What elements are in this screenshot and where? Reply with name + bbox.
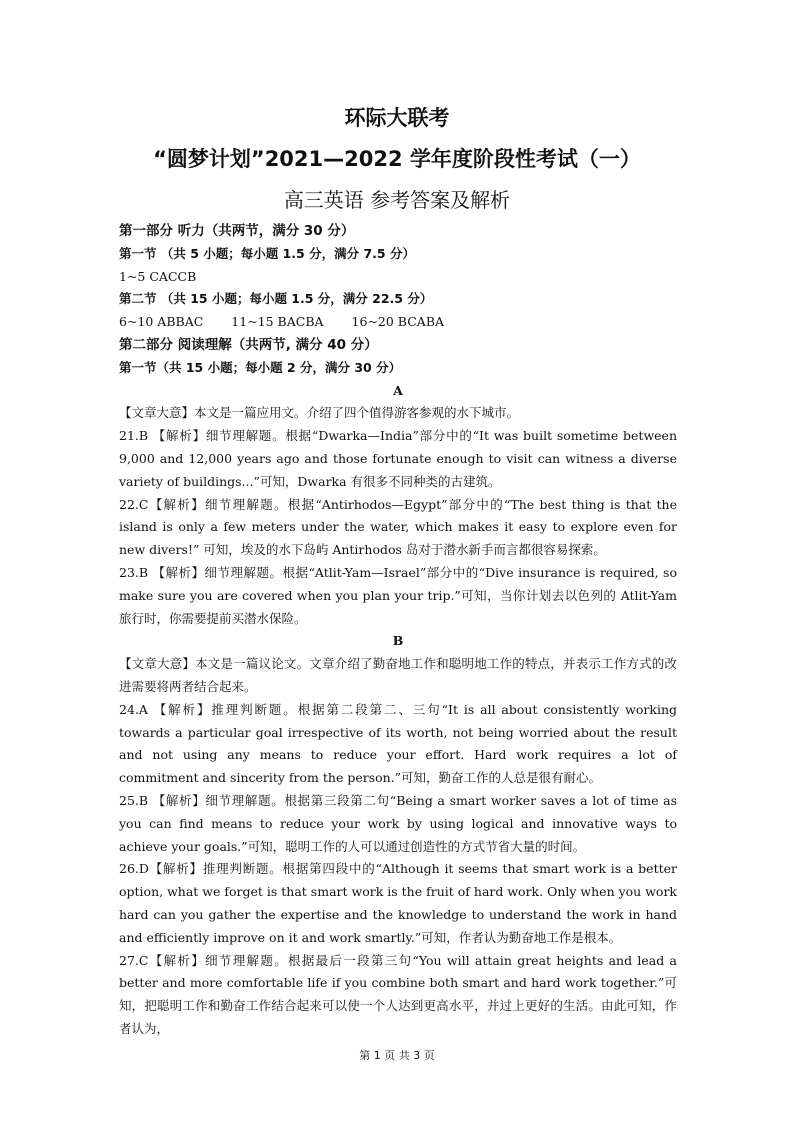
part1-heading: 第一部分 听力（共两节，满分 30 分） (119, 223, 355, 239)
part1-section2-heading: 第二节 （共 15 小题；每小题 1.5 分，满分 22.5 分） (119, 291, 433, 307)
answer-21: 21.B 【解析】细节理解题。根据“Dwarka—India”部分中的“It was built sometime between 9,000 and 12,000 years ago and those fortunate enough to visit can witness a diverse variety of buildings...”可知，Dwarka 有很多不同种类的古建筑。 (119, 428, 677, 489)
exam-name-title: “圆梦计划”2021—2022 学年度阶段性考试（一） (153, 147, 641, 171)
answer-23: 23.B 【解析】细节理解题。根据“Atlit-Yam—Israel”部分中的“Dive insurance is required, so make sure you are covered when you plan your trip.”可知，当你计划去以色列的 Atlit-Yam 旅行时，你需要提前买潜水保险。 (119, 564, 677, 626)
subject-title: 高三英语 参考答案及解析 (283, 188, 511, 212)
answer-24: 24.A 【解析】推理判断题。根据第二段第二、三句“It is all about consistently working towards a particular goal irrespective of its worth, not being worried about the result and not using any means to reduce your effort. Hard work requires a lot of commitment and sincerity from the person.”可知，勤奋工作的人总是很有耐心。 (119, 701, 677, 786)
part2-heading: 第二部分 阅读理解（共两节, 满分 40 分） (119, 336, 378, 353)
part1-section1-answers: 1~5 CACCB (119, 268, 197, 284)
part1-section1-heading: 第一节 （共 5 小题；每小题 1.5 分，满分 7.5 分） (119, 245, 415, 261)
page-footer: 第 1 页 共 3 页 (359, 1049, 435, 1062)
passage-a-label: A (393, 382, 403, 398)
passage-b-summary: 【文章大意】本文是一篇议论文。文章介绍了勤奋地工作和聪明地工作的特点，并表示工作方式的改进需要将两者结合起来。 (119, 656, 677, 694)
exam-org-title: 环际大联考 (344, 106, 450, 130)
part2-section1-heading: 第一节（共 15 小题；每小题 2 分，满分 30 分） (119, 359, 402, 375)
answers-6-10: 6~10 ABBAC (119, 314, 204, 330)
answer-27: 27.C【解析】细节理解题。根据最后一段第三句“You will attain great heights and lead a better and more comfortable life if you combine both smart and hard work together.”可知，把聪明工作和勤奋工作结合起来可以使一个人达到更高水平，并过上更好的生活。由此可知，作者认为， (119, 952, 677, 1036)
passage-a-summary: 【文章大意】本文是一篇应用文。介绍了四个值得游客参观的水下城市。 (119, 405, 520, 421)
answers-11-15: 11~15 BACBA (231, 314, 324, 330)
answer-content (119, 220, 677, 1041)
answer-26: 26.D【解析】推理判断题。根据第四段中的“Although it seems that smart work is a better option, what we forget is that smart work is the fruit of hard work. Only when you work hard can you gather the expertise and the knowledge to understand the work in hand and efficiently improve on it and work smartly.”可知，作者认为勤奋地工作是根本。 (119, 861, 677, 945)
part1-section2-answers (119, 311, 677, 334)
passage-b-label: B (392, 633, 404, 649)
answer-22: 22.C【解析】细节理解题。根据“Antirhodos—Egypt”部分中的“The best thing is that the island is only a few meters under the water, which makes it easy to explore even for new divers!” 可知，埃及的水下岛屿 Antirhodos 岛对于潜水新手而言都很容易探索。 (119, 496, 677, 558)
answer-25: 25.B 【解析】细节理解题。根据第三段第二句“Being a smart worker saves a lot of time as you can find means to reduce your work by using logical and innovative ways to achieve your goals.”可知，聪明工作的人可以通过创造性的方式节省大量的时间。 (119, 792, 677, 854)
answers-16-20: 16~20 BCABA (351, 314, 445, 330)
